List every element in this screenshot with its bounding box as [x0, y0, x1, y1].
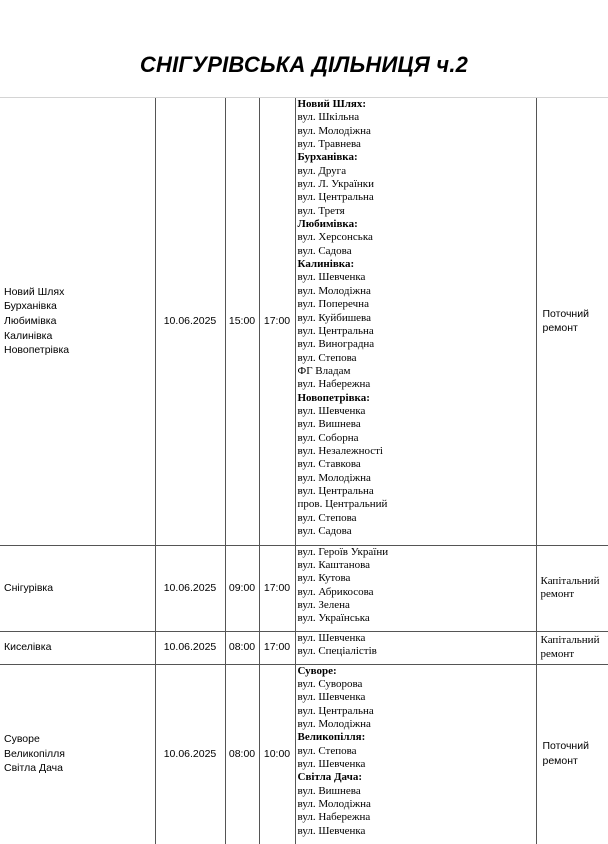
- street-item: вул. Центральна: [297, 484, 374, 497]
- street-group-heading: Бурханівка:: [297, 151, 358, 164]
- start-time-cell: 08:00: [225, 664, 259, 844]
- street-item: вул. Степова: [297, 744, 357, 757]
- start-time-cell: 08:00: [225, 631, 259, 664]
- street-item: вул. Кутова: [297, 572, 351, 585]
- street-item: вул. Шкільна: [297, 111, 360, 124]
- table-row: [0, 664, 608, 844]
- start-time-cell: 15:00: [225, 98, 259, 545]
- work-type-text: ремонт: [540, 647, 575, 660]
- settlement-street-group: [298, 258, 536, 391]
- street-item: вул. Травнева: [297, 138, 361, 151]
- street-item: вул. Степова: [297, 351, 357, 364]
- street-item: вул. Куйбишева: [297, 311, 371, 324]
- date-cell: 10.06.2025: [155, 664, 225, 844]
- streets-cell: [295, 98, 536, 545]
- street-item: вул. Шевченка: [297, 404, 366, 417]
- street-item: вул. Друга: [297, 164, 347, 177]
- settlement-name: Любимівка: [4, 314, 57, 327]
- settlement-name: Киселівка: [4, 641, 52, 654]
- street-item: вул. Вишнева: [297, 418, 361, 431]
- street-item: вул. Молодіжна: [297, 717, 371, 730]
- streets-cell: [295, 545, 536, 631]
- street-item: вул. Українська: [297, 612, 370, 625]
- street-item: вул. Набережна: [297, 811, 371, 824]
- work-type-cell: [536, 664, 608, 844]
- work-type-text: ремонт: [540, 588, 575, 600]
- settlement-name: Бурханівка: [4, 300, 57, 313]
- street-item: вул. Шевченка: [297, 824, 366, 837]
- street-item: вул. Молодіжна: [297, 124, 371, 137]
- date-cell: 10.06.2025: [155, 545, 225, 631]
- settlement-name: Калинівка: [4, 329, 53, 342]
- outage-schedule-table: [0, 98, 608, 844]
- settlements-cell: [0, 545, 155, 631]
- settlement-street-group: [298, 771, 536, 838]
- end-time-cell: 17:00: [259, 631, 295, 664]
- street-item: вул. Набережна: [297, 378, 371, 391]
- settlement-street-group: [298, 98, 536, 151]
- settlements-cell: [0, 631, 155, 664]
- work-type-text: Капітальний: [540, 574, 600, 587]
- street-item: вул. Центральна: [297, 191, 374, 204]
- street-item: вул. Героїв України: [297, 545, 389, 558]
- street-item: вул. Вишнева: [297, 784, 361, 797]
- street-item: вул. Степова: [297, 511, 357, 524]
- street-item: вул. Молодіжна: [297, 284, 371, 297]
- street-item: вул. Шевченка: [297, 691, 366, 704]
- street-item: вул. Центральна: [297, 324, 374, 337]
- settlement-name: Світла Дача: [4, 762, 63, 775]
- street-item: вул. Шевченка: [297, 271, 366, 284]
- street-item: вул. Шевченка: [297, 631, 366, 644]
- table-row: [0, 545, 608, 631]
- street-item: вул. Суворова: [297, 677, 363, 690]
- settlement-street-group: [298, 665, 536, 732]
- street-item: вул. Ставкова: [297, 458, 361, 471]
- table-row: [0, 98, 608, 545]
- street-group-heading: Великопілля:: [297, 731, 366, 744]
- work-type-cell: [536, 98, 608, 545]
- settlement-street-group: [298, 218, 536, 258]
- page-title: СНІГУРІВСЬКА ДІЛЬНИЦЯ ч.2: [139, 52, 469, 77]
- work-type-text: Капітальний: [540, 634, 600, 647]
- work-type-text: ремонт: [542, 755, 578, 767]
- date-cell: 10.06.2025: [155, 631, 225, 664]
- street-group-heading: Світла Дача:: [297, 771, 362, 784]
- street-item: вул. Виноградна: [297, 338, 375, 351]
- settlement-street-group: [298, 392, 536, 539]
- date-cell: 10.06.2025: [155, 98, 225, 545]
- settlements-cell: [0, 98, 155, 545]
- work-type-cell: [536, 545, 608, 631]
- street-item: вул. Абрикосова: [297, 585, 374, 598]
- street-item: вул. Зелена: [297, 598, 350, 611]
- end-time-cell: 10:00: [259, 664, 295, 844]
- street-group-heading: Новий Шлях:: [297, 98, 367, 110]
- settlement-name: Новий Шлях: [4, 285, 65, 298]
- street-item: вул. Третя: [297, 204, 345, 217]
- end-time-cell: 17:00: [259, 545, 295, 631]
- street-item: вул. Садова: [297, 525, 352, 537]
- street-item: вул. Незалежності: [297, 444, 383, 457]
- street-item: вул. Соборна: [297, 431, 359, 444]
- street-item: ФГ Владам: [297, 364, 351, 377]
- settlement-name: Новопетрівка: [4, 344, 70, 357]
- street-group-heading: Калинівка:: [297, 258, 355, 271]
- settlement-name: Великопілля: [4, 747, 65, 760]
- settlement-street-group: [298, 151, 536, 218]
- work-type-text: Поточний: [542, 307, 589, 320]
- street-item: вул. Молодіжна: [297, 471, 371, 484]
- street-item: вул. Херсонська: [297, 231, 373, 244]
- settlement-street-group: [298, 546, 536, 626]
- street-item: вул. Садова: [297, 244, 352, 257]
- settlements-cell: [0, 664, 155, 844]
- settlement-street-group: [298, 632, 536, 659]
- street-item: вул. Молодіжна: [297, 797, 371, 810]
- street-item: пров. Центральний: [297, 498, 388, 511]
- street-item: вул. Поперечна: [297, 298, 369, 311]
- street-item: вул. Каштанова: [297, 558, 371, 571]
- street-item: вул. Спеціалістів: [297, 644, 377, 657]
- work-type-cell: [536, 631, 608, 664]
- street-item: вул. Л. Українки: [297, 178, 375, 191]
- street-item: вул. Шевченка: [297, 757, 366, 770]
- street-group-heading: Любимівка:: [297, 218, 358, 231]
- street-group-heading: Новопетрівка:: [297, 391, 370, 404]
- street-group-heading: Суворе:: [297, 664, 337, 677]
- settlement-name: Суворе: [4, 733, 40, 746]
- streets-cell: [295, 664, 536, 844]
- settlement-street-group: [298, 731, 536, 771]
- table-row: [0, 631, 608, 664]
- end-time-cell: 17:00: [259, 98, 295, 545]
- settlement-name: Снігурівка: [4, 581, 54, 594]
- street-item: вул. Центральна: [297, 704, 374, 717]
- work-type-text: Поточний: [542, 740, 589, 753]
- work-type-text: ремонт: [542, 322, 578, 335]
- streets-cell: [295, 631, 536, 664]
- start-time-cell: 09:00: [225, 545, 259, 631]
